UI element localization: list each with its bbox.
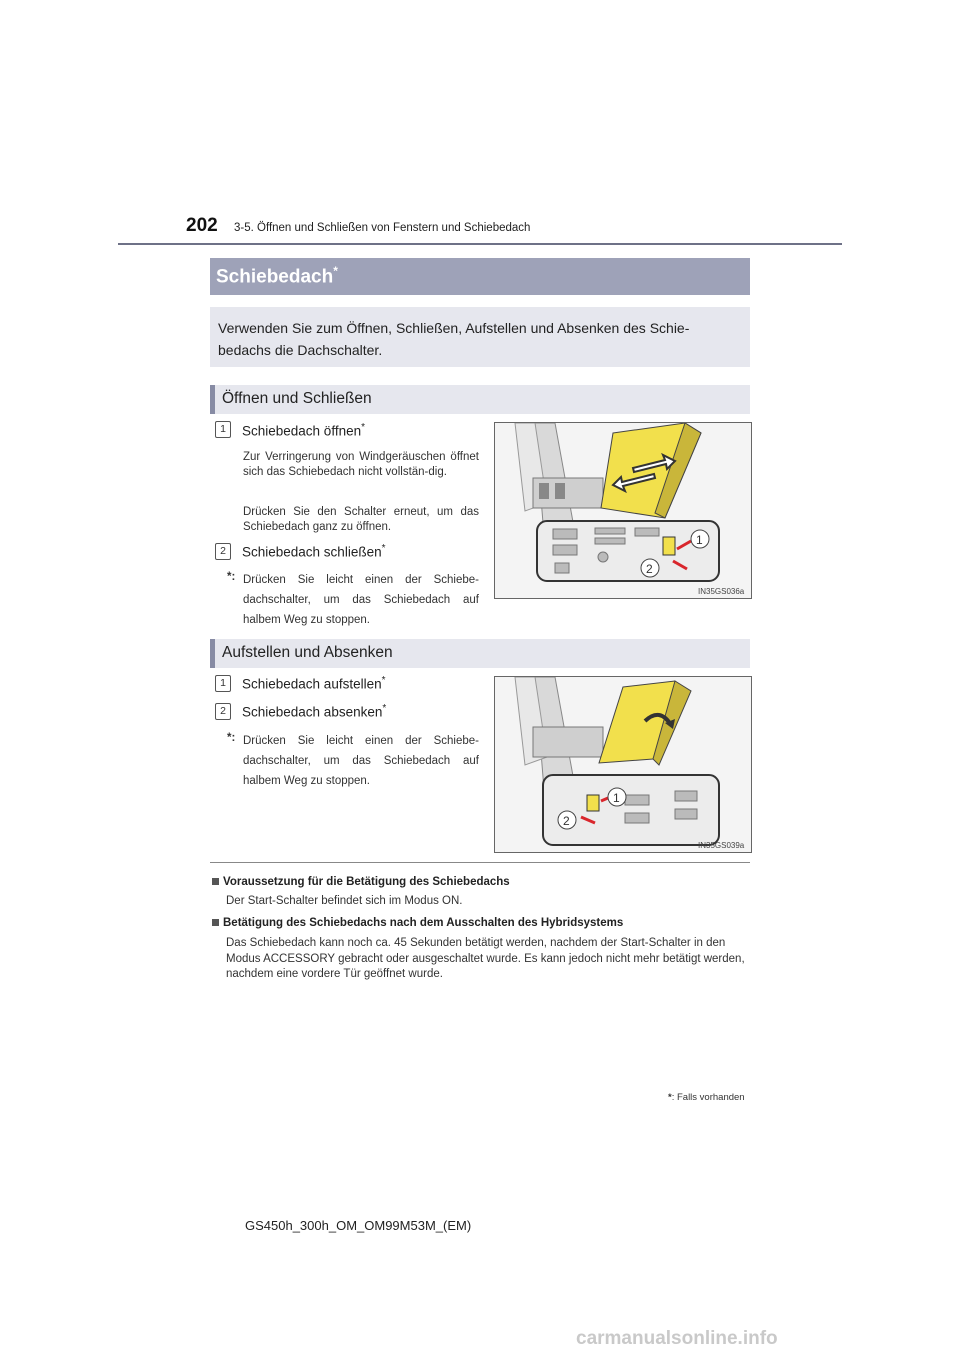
item-label-tilt-up: Schiebedach aufstellen* — [242, 675, 386, 692]
detail-text: Drücken Sie den Schalter erneut, um das Schiebedach ganz zu öffnen. — [243, 506, 479, 533]
figure-sunroof-open-close — [494, 422, 752, 599]
header-divider — [118, 243, 842, 245]
page-title: Schiebedach* — [216, 264, 338, 288]
title-marker: * — [333, 264, 338, 278]
footnote-marker: *: — [227, 732, 236, 744]
footnote-marker: *: — [227, 571, 236, 583]
note-text: Der Start-Schalter befindet sich im Modus ON. — [226, 895, 463, 907]
figure-code: IN35GS036a — [698, 587, 745, 596]
note-heading: Voraussetzung für die Betätigung des Schiebedachs — [212, 876, 510, 888]
footnote-text: Drücken Sie leicht einen der Schiebe-dachschalter, um das Schiebedach auf halbem Weg zu stoppen. — [243, 574, 479, 626]
footnote-text: Drücken Sie leicht einen der Schiebe-dachschalter, um das Schiebedach auf halbem Weg zu stoppen. — [243, 735, 479, 787]
note-text: Das Schiebedach kann noch ca. 45 Sekunden betätigt werden, nachdem der Start-Schalter in den Modus ACCESSORY gebracht oder ausgeschaltet wurde. Es kann jedoch nicht mehr betätigt werden, nachdem eine vordere Tür geöffnet wurde. — [226, 937, 745, 980]
figure-callout-1: 1 — [696, 533, 703, 547]
note-heading: Betätigung des Schiebedachs nach dem Ausschalten des Hybridsystems — [212, 917, 623, 929]
illustration-roof-switch — [495, 423, 751, 598]
section-heading-tilt: Aufstellen und Absenken — [222, 644, 393, 661]
item-label-open: Schiebedach öffnen* — [242, 422, 366, 439]
illustration-roof-switch — [495, 677, 751, 852]
bullet-square-icon — [212, 919, 219, 926]
watermark: carmanualsonline.info — [576, 1328, 778, 1349]
figure-callout-1: 1 — [613, 791, 620, 805]
section-heading-open-close: Öffnen und Schließen — [222, 390, 372, 407]
page-footnote: *: Falls vorhanden — [668, 1092, 745, 1103]
detail-text: Zur Verringerung von Windgeräuschen öffnet sich das Schiebedach nicht vollstän-dig. — [243, 451, 479, 478]
item-number: 2 — [215, 703, 231, 720]
chapter-title: 3-5. Öffnen und Schließen von Fenstern und Schiebedach — [234, 222, 531, 234]
document-code: GS450h_300h_OM_OM99M53M_(EM) — [245, 1218, 472, 1233]
item-label-tilt-down: Schiebedach absenken* — [242, 703, 387, 720]
figure-sunroof-tilt — [494, 676, 752, 853]
item-number: 1 — [215, 675, 231, 692]
figure-callout-2: 2 — [563, 814, 570, 828]
intro-text: Verwenden Sie zum Öffnen, Schließen, Aufstellen und Absenken des Schie-bedachs die Dachschalter. — [218, 320, 690, 358]
item-number: 2 — [215, 543, 231, 560]
item-label-close: Schiebedach schließen* — [242, 543, 386, 560]
figure-code: IN35GS039a — [698, 841, 745, 850]
figure-callout-2: 2 — [646, 562, 653, 576]
item-number: 1 — [215, 421, 231, 438]
bullet-square-icon — [212, 878, 219, 885]
notes-divider — [210, 862, 750, 863]
page-number: 202 — [186, 215, 218, 236]
